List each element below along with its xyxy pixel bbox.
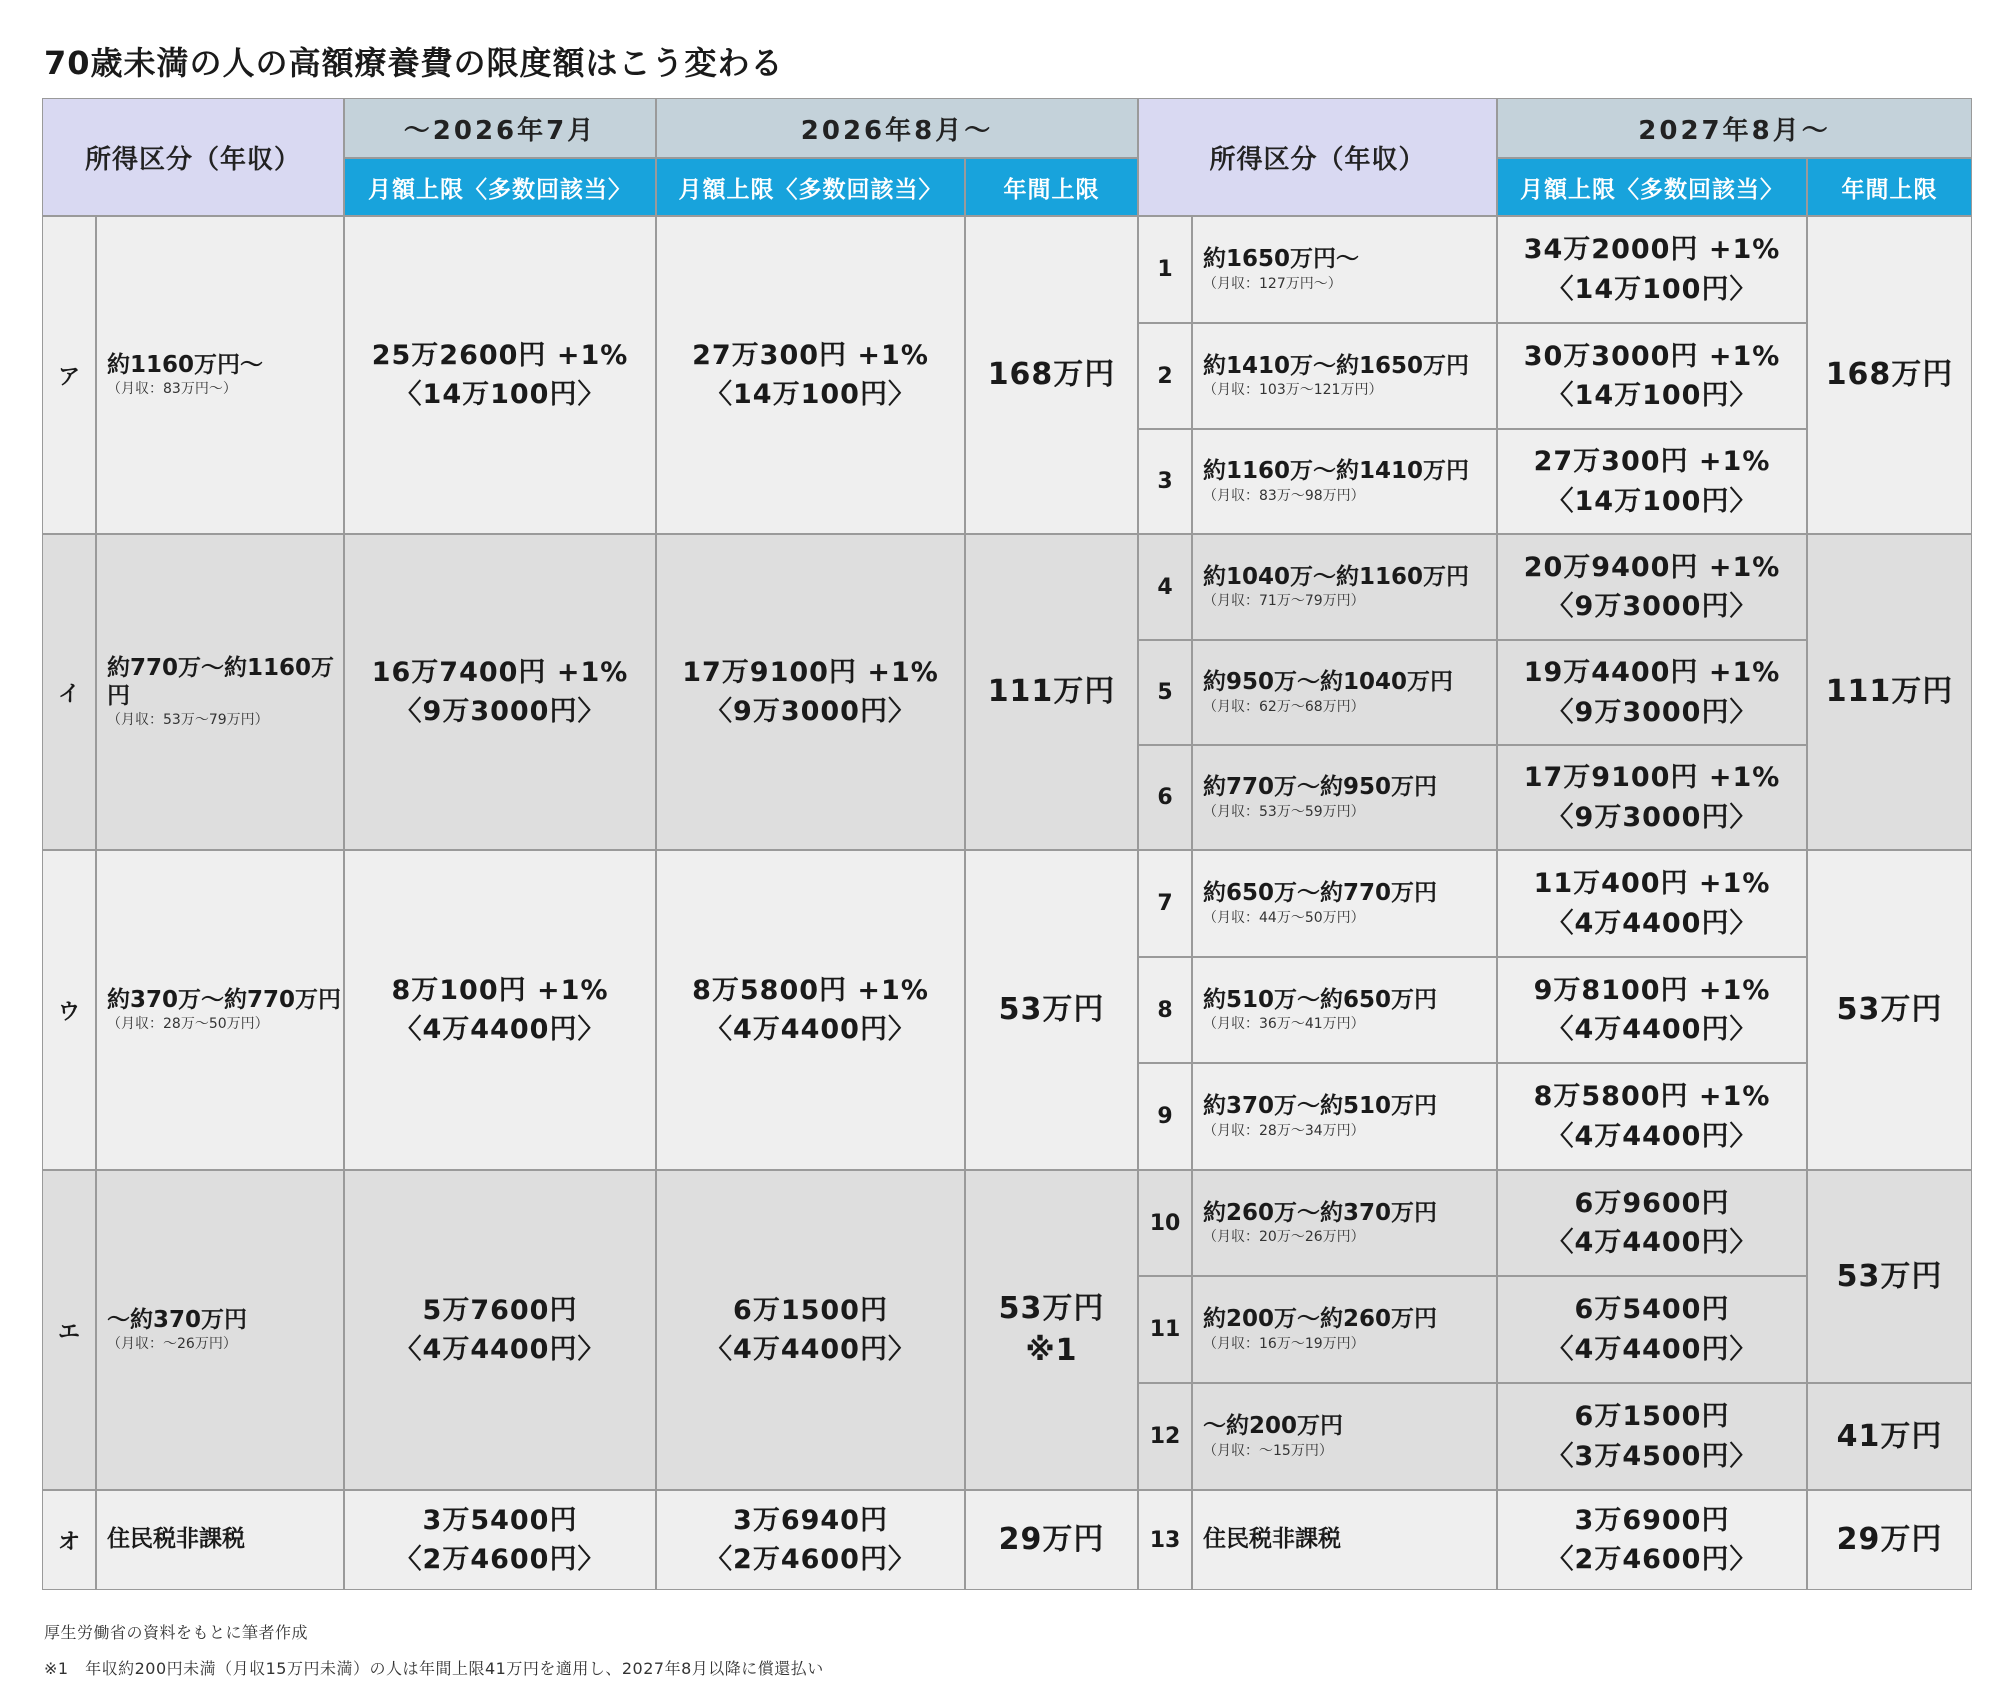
income-bracket-number: 4 xyxy=(1138,534,1192,640)
income-range-cell xyxy=(96,216,344,534)
annual-income: 住民税非課税 xyxy=(107,1526,245,1553)
income-bracket-number: 5 xyxy=(1138,640,1192,745)
income-range xyxy=(107,987,341,1033)
multi-count-cap-value: 〈9万3000円〉 xyxy=(1546,801,1758,833)
annual-cap-2027 xyxy=(1837,1519,1943,1561)
monthly-income: （月収：103万～121万円） xyxy=(1203,382,1383,399)
monthly-cap-value: 20万9400円 +1% xyxy=(1523,551,1781,583)
monthly-cap-current xyxy=(372,653,629,731)
monthly-cap-value: 8万100円 +1% xyxy=(391,974,609,1006)
annual-cap-2026-cell xyxy=(965,1490,1138,1590)
monthly-income: （月収：28万～34万円） xyxy=(1203,1122,1365,1139)
header-income-category-right: 所得区分（年収） xyxy=(1138,98,1497,216)
annual-cap-value: 41万円 xyxy=(1836,1418,1943,1454)
multi-count-cap-value: 〈4万4400円〉 xyxy=(1546,1120,1758,1152)
annual-cap-value: 111万円 xyxy=(1825,674,1954,709)
monthly-cap-2027 xyxy=(1524,653,1781,731)
income-range xyxy=(1203,1306,1437,1352)
annual-cap-value: 29万円 xyxy=(998,1522,1105,1557)
monthly-cap-current-cell xyxy=(344,850,656,1170)
monthly-income: （月収：36万～41万円） xyxy=(1203,1016,1365,1033)
source-note: 厚生労働省の資料をもとに筆者作成 xyxy=(44,1623,309,1642)
income-bracket-number: 2 xyxy=(1138,323,1192,429)
annual-cap-2026 xyxy=(999,989,1105,1031)
income-range-cell xyxy=(1192,429,1497,534)
monthly-income: （月収：20万～26万円） xyxy=(1203,1229,1365,1246)
income-class-mark: イ xyxy=(42,534,96,850)
header-monthly-cap-2027: 月額上限〈多数回該当〉 xyxy=(1497,158,1807,216)
income-class-mark: ウ xyxy=(42,850,96,1170)
multi-count-cap-value: 〈4万4400円〉 xyxy=(1546,907,1758,939)
annual-income: 約1650万円～ xyxy=(1203,246,1360,273)
annual-cap-2027-cell xyxy=(1807,534,1972,850)
monthly-cap-2027-cell xyxy=(1497,1383,1807,1490)
monthly-cap-2027-cell xyxy=(1497,1276,1807,1383)
income-range xyxy=(1203,353,1469,399)
annual-cap-2027-cell xyxy=(1807,850,1972,1170)
monthly-cap-2027 xyxy=(1547,1184,1758,1262)
monthly-cap-2027-cell xyxy=(1497,957,1807,1063)
income-range xyxy=(1203,987,1437,1033)
monthly-cap-2027 xyxy=(1534,971,1771,1049)
income-range xyxy=(107,1526,245,1554)
limit-table xyxy=(42,98,1972,1590)
income-range xyxy=(107,1307,247,1353)
monthly-cap-value: 17万9100円 +1% xyxy=(682,656,939,688)
monthly-cap-value: 27万300円 +1% xyxy=(1533,446,1771,478)
income-range xyxy=(1203,246,1359,292)
monthly-cap-2027-cell xyxy=(1497,640,1807,745)
monthly-income: （月収：53万～59万円） xyxy=(1203,803,1365,820)
income-bracket-number: 6 xyxy=(1138,745,1192,850)
monthly-cap-value: 11万400円 +1% xyxy=(1533,868,1771,900)
income-range xyxy=(1203,880,1437,926)
income-range xyxy=(1203,458,1469,504)
monthly-cap-value: 6万9600円 xyxy=(1574,1187,1730,1219)
monthly-cap-value: 6万1500円 xyxy=(1574,1401,1730,1433)
monthly-cap-2027 xyxy=(1524,230,1781,308)
monthly-cap-2026 xyxy=(692,971,929,1049)
monthly-cap-2027-cell xyxy=(1497,1063,1807,1170)
monthly-income: （月収：71万～79万円） xyxy=(1203,593,1365,610)
annual-income: 約510万～約650万円 xyxy=(1203,986,1438,1013)
multi-count-cap-value: 〈14万100円〉 xyxy=(1546,380,1758,411)
monthly-cap-2027 xyxy=(1524,548,1781,626)
monthly-cap-2027 xyxy=(1524,758,1781,836)
income-range xyxy=(1203,1413,1343,1459)
multi-count-cap-value: 〈2万4600円〉 xyxy=(705,1544,916,1575)
monthly-cap-current-cell xyxy=(344,216,656,534)
monthly-cap-value: 30万3000円 +1% xyxy=(1523,340,1781,372)
income-bracket-number: 12 xyxy=(1138,1383,1192,1490)
monthly-cap-value: 34万2000円 +1% xyxy=(1523,234,1781,266)
monthly-income: （月収：16万～19万円） xyxy=(1203,1335,1365,1352)
header-monthly-cap-2026: 月額上限〈多数回該当〉 xyxy=(656,158,965,216)
income-range-cell xyxy=(1192,640,1497,745)
annual-cap-value: 53万円 xyxy=(998,1291,1105,1326)
annual-cap-value: 29万円 xyxy=(1836,1522,1943,1557)
income-range-cell xyxy=(1192,850,1497,957)
monthly-cap-2026 xyxy=(692,336,929,414)
page-title: 70歳未満の人の高額療養費の限度額はこう変わる xyxy=(44,44,784,82)
multi-count-cap-value: 〈14万100円〉 xyxy=(1546,273,1758,305)
annual-cap-2026 xyxy=(999,1288,1105,1372)
monthly-income: （月収：～26万円） xyxy=(107,1336,237,1353)
income-range xyxy=(1203,1200,1437,1246)
annual-income: 約770万～約950万円 xyxy=(1203,774,1438,801)
income-class-mark: ア xyxy=(42,216,96,534)
header-annual-cap-2026: 年間上限 xyxy=(965,158,1138,216)
monthly-cap-2026 xyxy=(682,653,939,731)
monthly-cap-2026-cell xyxy=(656,1170,965,1490)
income-range-cell xyxy=(96,850,344,1170)
monthly-cap-2027-cell xyxy=(1497,429,1807,534)
monthly-cap-2027 xyxy=(1534,1077,1771,1155)
monthly-income: （月収：127万円～） xyxy=(1203,275,1342,292)
monthly-cap-2027-cell xyxy=(1497,745,1807,850)
monthly-cap-current-cell xyxy=(344,534,656,850)
income-range xyxy=(1203,1526,1341,1554)
multi-count-cap-value: 〈14万100円〉 xyxy=(705,379,916,410)
monthly-cap-current-cell xyxy=(344,1490,656,1590)
annual-cap-value: 168万円 xyxy=(987,357,1116,392)
annual-cap-value: 168万円 xyxy=(1825,357,1954,392)
annual-cap-value: 111万円 xyxy=(987,674,1116,709)
monthly-cap-value: 9万8100円 +1% xyxy=(1533,974,1771,1006)
monthly-cap-2027-cell xyxy=(1497,1170,1807,1276)
monthly-cap-value: 17万9100円 +1% xyxy=(1523,762,1781,794)
annual-cap-2026-cell xyxy=(965,1170,1138,1490)
income-range-cell xyxy=(1192,1170,1497,1276)
monthly-income: （月収：28万～50万円） xyxy=(107,1016,269,1033)
header-period-2026-aug: 2026年8月～ xyxy=(656,98,1138,158)
monthly-cap-current xyxy=(395,1501,606,1579)
annual-income: 約950万～約1040万円 xyxy=(1203,669,1454,696)
income-bracket-number: 1 xyxy=(1138,216,1192,323)
annual-income: 約650万～約770万円 xyxy=(1203,880,1438,907)
income-bracket-number: 11 xyxy=(1138,1276,1192,1383)
income-class-mark: エ xyxy=(42,1170,96,1490)
annual-cap-2027 xyxy=(1837,1416,1943,1458)
monthly-cap-2027-cell xyxy=(1497,1490,1807,1590)
annual-cap-2027-cell xyxy=(1807,1383,1972,1490)
annual-cap-2026 xyxy=(988,354,1116,396)
annual-cap-2026 xyxy=(999,1519,1105,1561)
annual-cap-2027 xyxy=(1837,989,1943,1031)
multi-count-cap-value: 〈9万3000円〉 xyxy=(1546,591,1758,622)
annual-income: 約200万～約260万円 xyxy=(1203,1306,1438,1333)
monthly-cap-current xyxy=(395,1291,606,1369)
annual-cap-2026-cell xyxy=(965,216,1138,534)
income-range xyxy=(107,352,263,398)
income-range-cell xyxy=(96,1490,344,1590)
monthly-cap-value: 19万4400円 +1% xyxy=(1523,657,1781,689)
monthly-cap-value: 27万300円 +1% xyxy=(692,339,929,371)
monthly-income: （月収：62万～68万円） xyxy=(1203,698,1365,715)
income-range-cell xyxy=(1192,1063,1497,1170)
annual-income: ～約200万円 xyxy=(1203,1413,1344,1440)
monthly-cap-current-cell xyxy=(344,1170,656,1490)
header-income-category-left: 所得区分（年収） xyxy=(42,98,344,216)
monthly-cap-2026-cell xyxy=(656,850,965,1170)
header-annual-cap-2027: 年間上限 xyxy=(1807,158,1972,216)
annual-cap-2026 xyxy=(988,671,1116,713)
income-bracket-number: 13 xyxy=(1138,1490,1192,1590)
annual-income: ～約370万円 xyxy=(107,1306,248,1333)
monthly-cap-2027 xyxy=(1524,337,1781,415)
monthly-cap-value: 3万6900円 xyxy=(1574,1504,1730,1536)
monthly-cap-current xyxy=(372,336,629,414)
income-range-cell xyxy=(1192,1276,1497,1383)
monthly-cap-value: 16万7400円 +1% xyxy=(371,656,629,688)
annual-cap-2027-cell xyxy=(1807,1170,1972,1383)
monthly-income: （月収：83万～98万円） xyxy=(1203,487,1365,504)
annual-income: 約1160万円～ xyxy=(107,351,264,378)
monthly-cap-2027 xyxy=(1534,442,1771,520)
income-range-cell xyxy=(1192,1383,1497,1490)
multi-count-cap-value: 〈3万4500円〉 xyxy=(1546,1440,1758,1472)
monthly-cap-2027-cell xyxy=(1497,323,1807,429)
annual-income: 約260万～約370万円 xyxy=(1203,1199,1438,1226)
monthly-income: （月収：～15万円） xyxy=(1203,1442,1333,1459)
monthly-cap-value: 5万7600円 xyxy=(422,1294,578,1326)
income-range xyxy=(1203,564,1469,610)
annual-income: 約370万～約770万円 xyxy=(107,986,342,1013)
annual-cap-value: 53万円 xyxy=(1836,992,1943,1027)
income-range-cell xyxy=(1192,534,1497,640)
monthly-cap-2026-cell xyxy=(656,534,965,850)
annual-cap-2027-cell xyxy=(1807,1490,1972,1590)
multi-count-cap-value: 〈4万4400円〉 xyxy=(1546,1227,1758,1258)
annual-income: 約1410万～約1650万円 xyxy=(1203,352,1470,379)
annual-income: 約770万～約1160万円 xyxy=(107,655,335,709)
multi-count-cap-value: 〈4万4400円〉 xyxy=(705,1014,916,1045)
monthly-cap-2026 xyxy=(705,1501,916,1579)
multi-count-cap-value: 〈4万4400円〉 xyxy=(394,1014,606,1045)
annual-cap-2026-cell xyxy=(965,534,1138,850)
monthly-cap-2026-cell xyxy=(656,216,965,534)
income-range-cell xyxy=(96,1170,344,1490)
income-bracket-number: 9 xyxy=(1138,1063,1192,1170)
multi-count-cap-value: 〈14万100円〉 xyxy=(394,379,606,410)
annual-income: 約1040万～約1160万円 xyxy=(1203,563,1470,590)
monthly-income: （月収：53万～79万円） xyxy=(107,712,269,729)
income-bracket-number: 7 xyxy=(1138,850,1192,957)
income-range xyxy=(1203,1093,1437,1139)
annual-income: 住民税非課税 xyxy=(1203,1526,1341,1553)
multi-count-cap-value: 〈14万100円〉 xyxy=(1546,485,1758,517)
header-period-current: ～2026年7月 xyxy=(344,98,656,158)
monthly-cap-value: 8万5800円 +1% xyxy=(692,974,929,1006)
annual-cap-2027 xyxy=(1837,1256,1943,1298)
header-monthly-cap-current: 月額上限〈多数回該当〉 xyxy=(344,158,656,216)
income-bracket-number: 3 xyxy=(1138,429,1192,534)
annual-income: 約370万～約510万円 xyxy=(1203,1093,1438,1120)
income-range-cell xyxy=(1192,957,1497,1063)
multi-count-cap-value: 〈4万4400円〉 xyxy=(1546,1333,1758,1365)
income-range xyxy=(1203,669,1453,715)
annual-cap-2026-cell xyxy=(965,850,1138,1170)
multi-count-cap-value: 〈4万4400円〉 xyxy=(705,1334,916,1365)
annual-cap-value: 53万円 xyxy=(1836,1258,1943,1294)
footnote: ※1 年収約200円未満（月収15万円未満）の人は年間上限41万円を適用し、2027年8月以降に償還払い xyxy=(44,1659,824,1678)
monthly-income: （月収：44万～50万円） xyxy=(1203,909,1365,926)
header-period-2027-aug: 2027年8月～ xyxy=(1497,98,1972,158)
monthly-cap-value: 25万2600円 +1% xyxy=(371,339,629,371)
monthly-cap-2027-cell xyxy=(1497,534,1807,640)
annual-cap-2027 xyxy=(1826,354,1954,396)
monthly-cap-2027 xyxy=(1547,1290,1758,1368)
monthly-cap-value: 6万5400円 xyxy=(1574,1294,1730,1326)
multi-count-cap-value: 〈2万4600円〉 xyxy=(1546,1544,1758,1575)
income-range-cell xyxy=(1192,1490,1497,1590)
monthly-cap-2027-cell xyxy=(1497,216,1807,323)
monthly-cap-current xyxy=(391,971,608,1049)
monthly-cap-2027 xyxy=(1547,1397,1758,1475)
annual-cap-value: 53万円 xyxy=(998,992,1105,1027)
income-class-mark: オ xyxy=(42,1490,96,1590)
income-range-cell xyxy=(96,534,344,850)
monthly-cap-2027 xyxy=(1547,1501,1758,1579)
monthly-cap-value: 3万5400円 xyxy=(422,1504,578,1536)
multi-count-cap-value: 〈4万4400円〉 xyxy=(1546,1014,1758,1045)
multi-count-cap-value: 〈2万4600円〉 xyxy=(394,1544,606,1575)
income-range-cell xyxy=(1192,745,1497,850)
monthly-cap-2027-cell xyxy=(1497,850,1807,957)
multi-count-cap-value: 〈9万3000円〉 xyxy=(394,696,606,727)
monthly-cap-2027 xyxy=(1534,864,1771,942)
annual-income: 約1160万～約1410万円 xyxy=(1203,458,1470,485)
income-bracket-number: 8 xyxy=(1138,957,1192,1063)
multi-count-cap-value: 〈9万3000円〉 xyxy=(705,696,916,727)
monthly-cap-value: 3万6940円 xyxy=(733,1504,888,1536)
annual-cap-2027 xyxy=(1826,671,1954,713)
multi-count-cap-value: 〈4万4400円〉 xyxy=(394,1334,606,1365)
annual-cap-2027-cell xyxy=(1807,216,1972,534)
multi-count-cap-value: 〈9万3000円〉 xyxy=(1546,696,1758,728)
monthly-income: （月収：83万円～） xyxy=(107,381,237,398)
income-bracket-number: 10 xyxy=(1138,1170,1192,1276)
monthly-cap-value: 8万5800円 +1% xyxy=(1533,1081,1771,1113)
income-range-cell xyxy=(1192,216,1497,323)
monthly-cap-2026 xyxy=(705,1291,916,1369)
monthly-cap-2026-cell xyxy=(656,1490,965,1590)
income-range-cell xyxy=(1192,323,1497,429)
monthly-cap-value: 6万1500円 xyxy=(733,1294,888,1326)
annual-cap-footnote-mark: ※1 xyxy=(1025,1333,1078,1368)
income-range xyxy=(1203,774,1437,820)
income-range xyxy=(107,655,343,729)
